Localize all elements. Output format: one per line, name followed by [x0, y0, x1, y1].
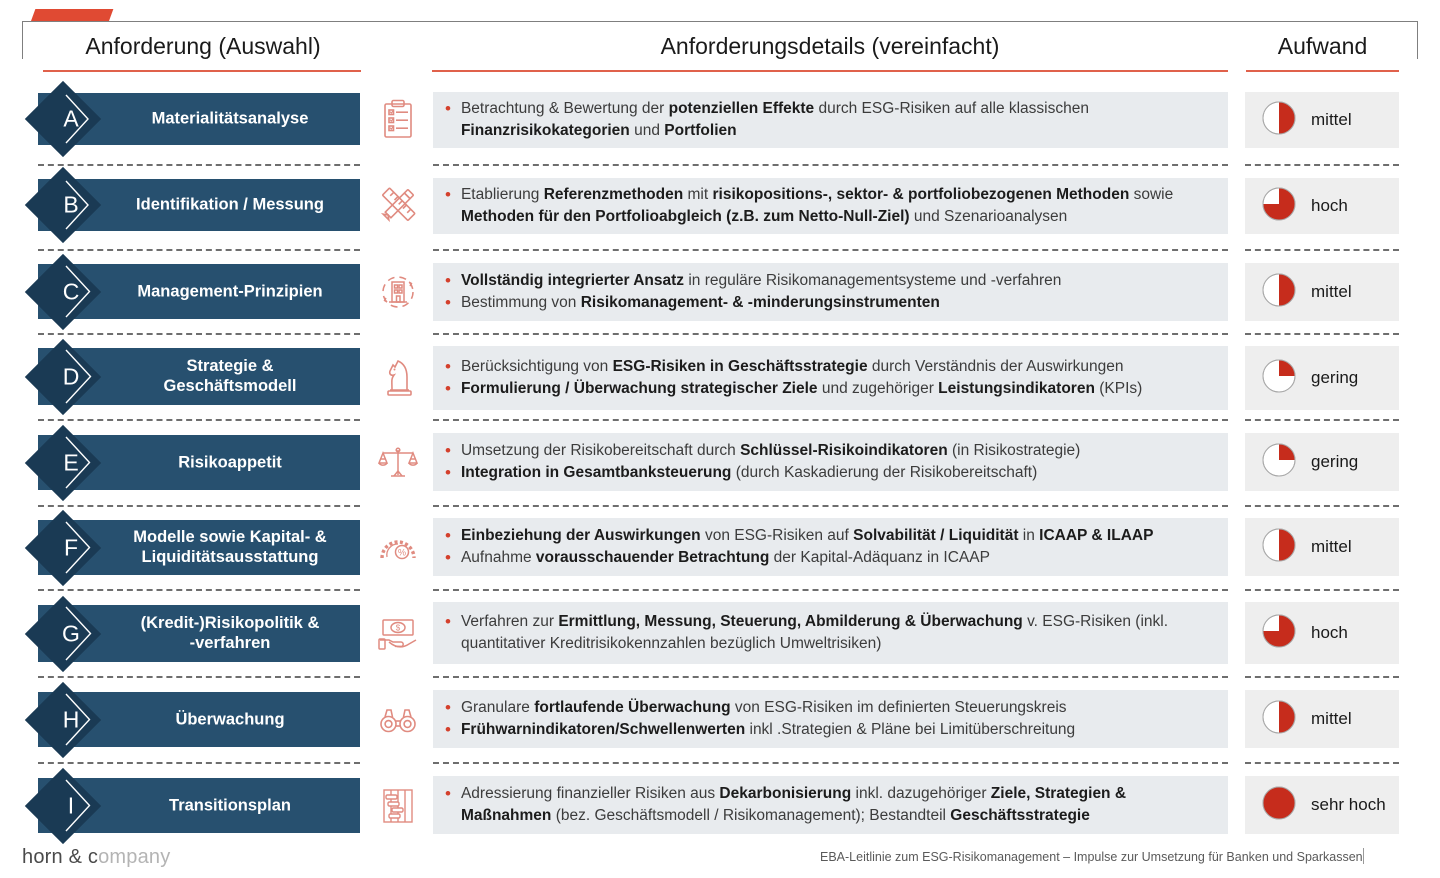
requirement-letter-f: F: [63, 534, 79, 560]
effort-label: hoch: [1311, 623, 1348, 642]
detail-bullet: [445, 525, 1218, 547]
detail-bullet: [445, 270, 1218, 292]
effort-label: sehr hoch: [1311, 795, 1386, 814]
detail-bullet-text: Vollständig integrierter Ansatz in reguläre Risikomanagementsysteme und -verfahren: [460, 272, 1062, 289]
column-header-effort: Aufwand: [1277, 33, 1368, 59]
requirement-chevron-h[interactable]: [38, 692, 360, 747]
row-separator-left: [38, 676, 360, 678]
detail-bullet: [445, 98, 1218, 142]
row-separator-left: [38, 164, 360, 166]
effort-cell-e: [1245, 433, 1399, 491]
row-separator-right: [1245, 676, 1399, 678]
detail-bullet: [445, 184, 1218, 228]
requirement-letter-h: H: [62, 706, 80, 732]
footer-source-text: EBA-Leitlinie zum ESG-Risikomanagement – Impulse zur Umsetzung für Banken und Sparkassen: [820, 850, 1363, 864]
bullet-dot-icon: •: [445, 720, 451, 739]
bullet-dot-icon: •: [445, 441, 451, 460]
requirement-letter-c: C: [62, 278, 80, 304]
detail-bullet: [445, 783, 1218, 827]
harvey-ball-icon: [1261, 699, 1297, 740]
requirement-label-e: Risikoappetit: [178, 453, 282, 472]
requirement-label-g: (Kredit-)Risikopolitik & -verfahren: [140, 613, 320, 653]
row-separator-right: [1245, 333, 1399, 335]
requirement-letter-a: A: [63, 105, 79, 132]
row-separator-right: [1245, 505, 1399, 507]
detail-bullet: [445, 719, 1218, 741]
row-separator-left: [38, 333, 360, 335]
column-header-details-underline: [432, 70, 1228, 72]
logo-text-light: ompany: [98, 846, 171, 868]
requirement-label-b: Identifikation / Messung: [136, 195, 324, 214]
requirement-letter-g: G: [62, 620, 80, 646]
detail-bullet-text: Granulare fortlaufende Überwachung von ESG-Risiken im definierten Steuerungskreis: [460, 699, 1067, 716]
detail-cell-d: [433, 346, 1228, 410]
money-hand-icon: [372, 605, 424, 662]
requirement-label-c: Management-Prinzipien: [137, 282, 323, 301]
requirement-chevron-c[interactable]: [38, 264, 360, 319]
row-separator-middle: [433, 676, 1228, 678]
requirement-label-f: Modelle sowie Kapital- & Liquiditätsausstattung: [133, 527, 327, 567]
column-header-requirement: Anforderung (Auswahl): [85, 33, 321, 59]
column-header-requirement-underline: [43, 70, 361, 72]
bullet-dot-icon: •: [445, 271, 451, 290]
requirement-letter-d: D: [62, 363, 80, 389]
row-separator-middle: [433, 333, 1228, 335]
detail-cell-e: [433, 433, 1228, 491]
harvey-ball-icon: [1261, 527, 1297, 568]
abacus-icon: [372, 778, 424, 833]
requirement-chevron-d[interactable]: [38, 348, 360, 405]
effort-cell-a: [1245, 92, 1399, 148]
row-separator-middle: [433, 164, 1228, 166]
requirement-chevron-f[interactable]: [38, 520, 360, 575]
detail-bullet-text: Bestimmung von Risikomanagement- & -minderungsinstrumenten: [460, 294, 940, 311]
detail-bullet: [445, 378, 1218, 400]
effort-cell-d: [1245, 346, 1399, 410]
detail-bullet: [445, 292, 1218, 314]
requirement-chevron-a[interactable]: [38, 93, 360, 145]
frame-right-line: [1417, 21, 1418, 59]
row-separator-left: [38, 589, 360, 591]
detail-cell-b: [433, 178, 1228, 234]
detail-bullet-text: Formulierung / Überwachung strategischer Ziele und zugehöriger Leistungsindikatoren (KPIs): [460, 380, 1143, 397]
bullet-dot-icon: •: [445, 99, 451, 118]
bullet-dot-icon: •: [445, 698, 451, 717]
effort-cell-i: [1245, 776, 1399, 834]
requirement-chevron-b[interactable]: [38, 179, 360, 231]
harvey-ball-icon: [1261, 613, 1297, 654]
detail-cell-f: [433, 518, 1228, 576]
effort-cell-b: [1245, 178, 1399, 234]
detail-cell-i: [433, 776, 1228, 834]
detail-bullet-text: Aufnahme vorausschauender Betrachtung der Kapital-Adäquanz in ICAAP: [460, 549, 990, 566]
detail-bullet-text: Umsetzung der Risikobereitschaft durch Schlüssel-Risikoindikatoren (in Risikostrategie): [460, 442, 1081, 459]
row-separator-middle: [433, 505, 1228, 507]
harvey-ball-icon: [1261, 272, 1297, 313]
row-separator-left: [38, 762, 360, 764]
requirement-letter-b: B: [63, 191, 79, 218]
bullet-dot-icon: •: [445, 612, 451, 631]
bullet-dot-icon: •: [445, 548, 451, 567]
effort-label: hoch: [1311, 196, 1348, 215]
effort-cell-f: [1245, 518, 1399, 576]
svg-text:$: $: [395, 623, 401, 633]
bullet-dot-icon: •: [445, 526, 451, 545]
detail-bullet-text: Etablierung Referenzmethoden mit risikopositions-, sektor- & portfoliobezogenen Methoden sowie Methoden für den Portfolioabgleich (z.B. zum Netto-Null-Ziel) und Szenarioanalysen: [460, 186, 1174, 225]
row-separator-middle: [433, 762, 1228, 764]
effort-label: gering: [1311, 452, 1359, 471]
detail-bullet-text: Adressierung finanzieller Risiken aus Dekarbonisierung inkl. dazugehöriger Ziele, Strategien & Maßnahmen (bez. Geschäftsmodell / Risikomanagement); Bestandteil Geschäftsstrategie: [460, 785, 1127, 824]
bullet-dot-icon: •: [445, 293, 451, 312]
detail-bullet: [445, 440, 1218, 462]
detail-cell-h: [433, 690, 1228, 748]
detail-bullet-text: Verfahren zur Ermittlung, Messung, Steuerung, Abmilderung & Überwachung v. ESG-Risiken (inkl. quantitativer Kreditrisikokennzahlen bezüglich Umweltrisiken): [460, 613, 1169, 652]
building-cycle-icon: [372, 264, 424, 319]
requirement-label-h: Überwachung: [175, 710, 285, 729]
row-separator-right: [1245, 164, 1399, 166]
row-separator-middle: [433, 249, 1228, 251]
detail-cell-g: [433, 602, 1228, 664]
effort-label: gering: [1311, 368, 1359, 387]
row-separator-right: [1245, 419, 1399, 421]
requirement-label-d: Strategie & Geschäftsmodell: [163, 356, 297, 396]
detail-bullet: [445, 697, 1218, 719]
scales-icon: [372, 435, 424, 490]
requirement-letter-e: E: [63, 449, 79, 475]
effort-label: mittel: [1311, 110, 1352, 129]
row-separator-right: [1245, 762, 1399, 764]
gauge-percent-icon: [372, 520, 424, 575]
effort-label: mittel: [1311, 709, 1352, 728]
bullet-dot-icon: •: [445, 185, 451, 204]
row-separator-middle: [433, 589, 1228, 591]
frame-top-line: [22, 21, 1418, 22]
effort-cell-h: [1245, 690, 1399, 748]
column-header-details: Anforderungsdetails (vereinfacht): [660, 33, 1000, 59]
detail-bullet: [445, 611, 1218, 655]
harvey-ball-icon: [1261, 785, 1297, 826]
requirement-label-a: Materialitätsanalyse: [151, 109, 309, 128]
harvey-ball-icon: [1261, 358, 1297, 399]
harvey-ball-icon: [1261, 186, 1297, 227]
row-separator-right: [1245, 589, 1399, 591]
row-separator-left: [38, 419, 360, 421]
chess-knight-icon: [372, 348, 424, 405]
detail-bullet-text: Berücksichtigung von ESG-Risiken in Geschäftsstrategie durch Verständnis der Auswirkungen: [460, 358, 1124, 375]
detail-bullet: [445, 356, 1218, 378]
row-separator-right: [1245, 249, 1399, 251]
bullet-dot-icon: •: [445, 463, 451, 482]
company-logo: [22, 846, 170, 869]
detail-cell-a: [433, 92, 1228, 148]
requirement-chevron-e[interactable]: [38, 435, 360, 490]
requirement-label-i: Transitionsplan: [169, 796, 291, 815]
detail-bullet: [445, 462, 1218, 484]
row-separator-middle: [433, 419, 1228, 421]
detail-bullet-text: Betrachtung & Bewertung der potenziellen Effekte durch ESG-Risiken auf alle klassischen Finanzrisikokategorien und Portfolien: [460, 100, 1089, 139]
bullet-dot-icon: •: [445, 357, 451, 376]
detail-bullet-text: Einbeziehung der Auswirkungen von ESG-Risiken auf Solvabilität / Liquidität in ICAAP & ILAAP: [460, 527, 1154, 544]
detail-bullet-text: Integration in Gesamtbanksteuerung (durch Kaskadierung der Risikobereitschaft): [460, 464, 1038, 481]
ruler-pencil-icon: [372, 179, 424, 231]
detail-bullet: [445, 547, 1218, 569]
effort-cell-c: [1245, 263, 1399, 321]
bullet-dot-icon: •: [445, 379, 451, 398]
logo-text-dark: horn & c: [22, 846, 99, 868]
detail-cell-c: [433, 263, 1228, 321]
requirement-chevron-i[interactable]: [38, 778, 360, 833]
effort-cell-g: [1245, 602, 1399, 664]
footer-divider: [1363, 848, 1364, 864]
effort-label: mittel: [1311, 282, 1352, 301]
row-separator-left: [38, 505, 360, 507]
frame-left-line: [22, 21, 23, 59]
binoculars-icon: [372, 692, 424, 747]
clipboard-checklist-icon: [372, 93, 424, 145]
bullet-dot-icon: •: [445, 784, 451, 803]
harvey-ball-icon: [1261, 100, 1297, 141]
effort-label: mittel: [1311, 537, 1352, 556]
column-header-effort-underline: [1246, 70, 1399, 72]
detail-bullet-text: Frühwarnindikatoren/Schwellenwerten inkl .Strategien & Pläne bei Limitüberschreitung: [460, 721, 1076, 738]
requirement-letter-i: I: [67, 792, 75, 818]
harvey-ball-icon: [1261, 442, 1297, 483]
row-separator-left: [38, 249, 360, 251]
svg-text:%: %: [397, 546, 407, 557]
requirement-chevron-g[interactable]: [38, 605, 360, 662]
